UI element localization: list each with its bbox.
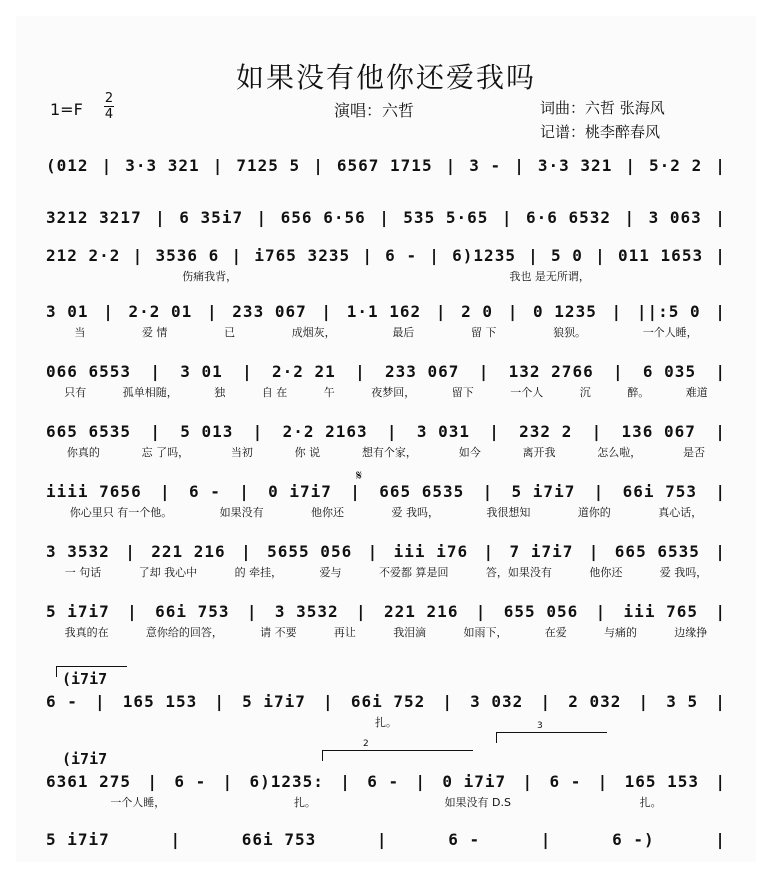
music-line xyxy=(46,362,726,381)
lyric-word: 爱 我吗， xyxy=(391,506,439,519)
barline: | xyxy=(588,542,600,561)
lyric-word: 爱 我吗， xyxy=(659,566,708,579)
lyric-word: 沉 xyxy=(579,386,591,399)
measure: 6567 1715 xyxy=(336,156,433,175)
barline: | xyxy=(528,246,539,265)
lyric-word: 答，如果没有 xyxy=(485,566,552,579)
barline: | xyxy=(715,422,726,441)
key-signature: 1=F xyxy=(50,100,83,119)
barline: | xyxy=(340,772,351,791)
measure: 6 - xyxy=(174,772,207,791)
music-line xyxy=(46,542,726,561)
lyric-word: 伤痛我背， xyxy=(182,270,238,283)
barline: | xyxy=(415,772,427,791)
measure: 6 035 xyxy=(642,362,697,381)
measure: 6 - xyxy=(188,482,221,501)
measure: 233 067 xyxy=(385,362,460,381)
lyric-word: 我很想知 xyxy=(486,506,531,519)
barline: | xyxy=(489,422,500,441)
barline: | xyxy=(246,602,258,621)
segno-mark: 𝄋 xyxy=(356,468,363,484)
lyric-word: 一个人 xyxy=(510,386,544,399)
lyric-word: 边缘挣 xyxy=(674,626,708,639)
lyric-line xyxy=(46,624,726,640)
measure: 6361 275 xyxy=(46,772,132,791)
barline: | xyxy=(595,602,607,621)
barline: | xyxy=(715,302,726,321)
transcriber-credit: 记谱：桃李醉春风 xyxy=(540,123,661,141)
measure: 6 - xyxy=(46,692,78,711)
measure: 136 067 xyxy=(621,422,696,441)
lyric-word: 请 不要 xyxy=(260,626,297,639)
measure: 132 2766 xyxy=(508,362,594,381)
barline: | xyxy=(612,362,624,381)
measure: 3·3 321 xyxy=(125,156,200,175)
barline: | xyxy=(239,482,250,501)
barline: | xyxy=(507,302,519,321)
lyric-word: 我也 是无所谓， xyxy=(509,270,590,283)
lyric-word: 独 xyxy=(214,386,226,399)
barline: | xyxy=(595,246,606,265)
lyric-word: 道你的 xyxy=(577,506,611,519)
music-line xyxy=(46,772,726,791)
barline: | xyxy=(222,772,234,791)
lyric-line xyxy=(46,794,726,810)
measure: 7125 5 xyxy=(236,156,301,175)
lyric-line xyxy=(46,564,726,580)
music-line xyxy=(46,156,726,175)
music-line xyxy=(46,208,726,227)
measure: 233 067 xyxy=(232,302,307,321)
lyric-word: 如果没有 D.S xyxy=(444,796,512,809)
barline: | xyxy=(252,422,264,441)
barline: | xyxy=(715,246,726,265)
measure: 0 i7i7 xyxy=(268,482,332,501)
lyric-word: 扎。 xyxy=(375,716,397,729)
measure: 66i 753 xyxy=(155,602,230,621)
lyric-word: 留 下 xyxy=(470,326,497,339)
barline: | xyxy=(212,156,224,175)
barline: | xyxy=(483,542,495,561)
lyric-word: 醉。 xyxy=(627,386,650,399)
lyric-word: 在爱 xyxy=(544,626,567,639)
measure: 66i 752 xyxy=(350,692,426,711)
lyric-word: 意你给的回答， xyxy=(145,626,223,639)
barline: | xyxy=(127,602,138,621)
measure: 6)1235 xyxy=(452,246,516,265)
barline: | xyxy=(155,208,166,227)
lyric-word: 一个人睡， xyxy=(642,326,698,339)
barline: | xyxy=(95,692,106,711)
barline: | xyxy=(591,422,603,441)
measure: iiii 7656 xyxy=(46,482,142,501)
lyric-word: 你心里只 有一个他。 xyxy=(69,506,173,519)
lyric-word: 夜梦回， xyxy=(371,386,416,399)
lyric-word: 与痛的 xyxy=(603,626,637,639)
barline: | xyxy=(103,302,114,321)
barline: | xyxy=(150,362,161,381)
measure: 221 216 xyxy=(151,542,226,561)
measure: 165 153 xyxy=(624,772,700,791)
lyric-word: 忘 了吗， xyxy=(141,446,190,459)
lyric-word: 我真的在 xyxy=(64,626,109,639)
music-line xyxy=(46,422,726,441)
measure: 665 6535 xyxy=(614,542,700,561)
measure: 232 2 xyxy=(519,422,573,441)
lyric-word: 扎。 xyxy=(293,796,316,809)
barline: | xyxy=(214,692,225,711)
barline: | xyxy=(323,692,334,711)
volta-bracket: 3 xyxy=(496,732,607,743)
measure: 3 031 xyxy=(416,422,470,441)
lyric-word: 当 xyxy=(74,326,86,339)
measure: 5 i7i7 xyxy=(46,602,110,621)
measure: 5 0 xyxy=(551,246,583,265)
barline: | xyxy=(475,602,487,621)
measure: 066 6553 xyxy=(46,362,132,381)
measure: 165 153 xyxy=(122,692,198,711)
barline: | xyxy=(625,156,636,175)
measure: 66i 753 xyxy=(622,482,698,501)
lyric-word: 成烟灰， xyxy=(291,326,336,339)
lyric-word: 如果没有 xyxy=(219,506,264,519)
lyric-word: 再让 xyxy=(333,626,356,639)
measure: 3·3 321 xyxy=(537,156,613,175)
song-title: 如果没有他你还爱我吗 xyxy=(235,61,536,94)
barline: | xyxy=(715,602,726,621)
barline: | xyxy=(313,156,324,175)
measure: 3 032 xyxy=(470,692,524,711)
barline: | xyxy=(715,482,726,501)
barline: | xyxy=(386,422,398,441)
lyric-word: 我泪滴 xyxy=(393,626,427,639)
barline: | xyxy=(715,830,726,849)
barline: | xyxy=(242,362,253,381)
barline: | xyxy=(350,482,361,501)
measure: 535 5·65 xyxy=(403,208,489,227)
measure: 3536 6 xyxy=(155,246,220,265)
barline: | xyxy=(715,692,726,711)
barline: | xyxy=(150,422,161,441)
volta-bracket xyxy=(56,666,127,677)
barline: | xyxy=(540,692,552,711)
ending-pickup: (i7i7 xyxy=(62,750,108,768)
barline: | xyxy=(362,246,373,265)
measure: 6)1235: xyxy=(249,772,324,791)
barline: | xyxy=(514,156,525,175)
measure: 3 063 xyxy=(648,208,702,227)
measure: 6 - xyxy=(448,830,481,849)
barline: | xyxy=(501,208,513,227)
barline: | xyxy=(445,156,457,175)
barline: | xyxy=(231,246,243,265)
barline: | xyxy=(715,208,726,227)
measure: ||:5 0 xyxy=(636,302,701,321)
barline: | xyxy=(101,156,113,175)
lyric-word: 已 xyxy=(224,326,236,339)
measure: 5 i7i7 xyxy=(511,482,576,501)
barline: | xyxy=(638,692,650,711)
barline: | xyxy=(356,602,367,621)
measure: 6 - xyxy=(385,246,418,265)
measure: 6 35i7 xyxy=(179,208,244,227)
measure: 665 6535 xyxy=(46,422,132,441)
measure: 221 216 xyxy=(384,602,459,621)
measure: 3 3532 xyxy=(46,542,110,561)
lyric-word: 你真的 xyxy=(66,446,100,459)
measure: 3 5 xyxy=(666,692,699,711)
barline: | xyxy=(715,542,726,561)
measure: 0 i7i7 xyxy=(442,772,507,791)
barline: | xyxy=(367,542,379,561)
measure: 655 056 xyxy=(503,602,579,621)
measure: 2 032 xyxy=(568,692,622,711)
measure: 5 i7i7 xyxy=(46,830,110,849)
lyric-word: 不爱都 算是回 xyxy=(378,566,449,579)
barline: | xyxy=(611,302,623,321)
volta-bracket: 2 xyxy=(322,750,473,761)
ending-pickup: (i7i7 xyxy=(62,670,108,688)
singer-credit: 演唱：六哲 xyxy=(334,101,415,120)
lyric-word: 最后 xyxy=(392,326,415,339)
barline: | xyxy=(147,772,159,791)
barline: | xyxy=(379,208,390,227)
barline: | xyxy=(715,772,726,791)
barline: | xyxy=(160,482,171,501)
barline: | xyxy=(624,208,636,227)
barline: | xyxy=(597,772,609,791)
measure: 3 - xyxy=(469,156,502,175)
barline: | xyxy=(241,542,252,561)
measure: 3 01 xyxy=(46,302,89,321)
lyric-word: 午 xyxy=(323,386,335,399)
measure: 6 -) xyxy=(612,830,655,849)
lyric-word: 只有 xyxy=(64,386,87,399)
lyric-word: 如今 xyxy=(458,446,481,459)
time-signature-top: 2 xyxy=(104,91,114,106)
credits xyxy=(540,96,665,144)
measure: 6 - xyxy=(549,772,582,791)
measure: 3 01 xyxy=(180,362,223,381)
lyric-word: 爱与 xyxy=(319,566,342,579)
lyric-word: 留下 xyxy=(451,386,474,399)
measure: 2·2 01 xyxy=(128,302,193,321)
music-line xyxy=(46,246,726,265)
lyric-line xyxy=(46,504,726,520)
measure: i765 3235 xyxy=(254,246,351,265)
lyric-word: 爱 情 xyxy=(141,326,168,339)
barline: | xyxy=(540,830,552,849)
barline: | xyxy=(132,246,144,265)
measure: 3 3532 xyxy=(274,602,339,621)
score-sheet xyxy=(16,16,756,862)
barline: | xyxy=(206,302,218,321)
composer-credit: 词曲：六哲 张海风 xyxy=(540,99,665,117)
measure: 5655 056 xyxy=(267,542,353,561)
measure: iii i76 xyxy=(393,542,469,561)
lyric-word: 如雨下， xyxy=(463,626,508,639)
lyric-word: 你 说 xyxy=(294,446,321,459)
lyric-line xyxy=(46,268,726,284)
lyric-line xyxy=(46,714,726,730)
lyric-word: 狼狈。 xyxy=(553,326,587,339)
barline: | xyxy=(435,302,447,321)
music-line xyxy=(46,482,726,501)
measure: 5·2 2 xyxy=(649,156,703,175)
barline: | xyxy=(715,156,726,175)
measure: 3212 3217 xyxy=(46,208,142,227)
lyric-word: 怎么啦， xyxy=(597,446,642,459)
lyric-word: 离开我 xyxy=(522,446,556,459)
lyric-word: 孤单相随， xyxy=(122,386,178,399)
measure: 656 6·56 xyxy=(280,208,366,227)
time-signature-bottom: 4 xyxy=(104,107,114,122)
measure: 66i 753 xyxy=(241,830,317,849)
lyric-word: 了却 我心中 xyxy=(138,566,198,579)
music-line xyxy=(46,830,726,849)
barline: | xyxy=(170,830,182,849)
measure: 7 i7i7 xyxy=(509,542,574,561)
lyric-word: 难道 xyxy=(685,386,708,399)
measure: (012 xyxy=(46,156,89,175)
lyric-word: 想有个家， xyxy=(361,446,417,459)
music-line xyxy=(46,602,726,621)
measure: 2·2 21 xyxy=(272,362,336,381)
lyric-word: 一 句话 xyxy=(64,566,102,579)
lyric-word: 自 在 xyxy=(261,386,288,399)
barline: | xyxy=(125,542,136,561)
lyric-line xyxy=(46,384,726,400)
lyric-word: 真心话， xyxy=(658,506,703,519)
barline: | xyxy=(321,302,333,321)
measure: 0 1235 xyxy=(533,302,597,321)
music-line xyxy=(46,692,726,711)
lyric-word: 当初 xyxy=(230,446,253,459)
measure: 212 2·2 xyxy=(46,246,121,265)
music-line xyxy=(46,302,726,321)
measure: 6 - xyxy=(367,772,400,791)
lyric-word: 是否 xyxy=(683,446,705,459)
measure: 2 0 xyxy=(461,302,494,321)
lyric-line xyxy=(46,324,726,340)
measure: 1·1 162 xyxy=(346,302,422,321)
barline: | xyxy=(256,208,268,227)
lyric-word: 的 牵挂， xyxy=(234,566,283,579)
measure: iii 765 xyxy=(623,602,698,621)
measure: 5 i7i7 xyxy=(242,692,306,711)
measure: 6·6 6532 xyxy=(525,208,611,227)
barline: | xyxy=(715,362,726,381)
measure: 011 1653 xyxy=(618,246,704,265)
lyric-word: 一个人睡， xyxy=(110,796,166,809)
barline: | xyxy=(355,362,366,381)
measure: 2·2 2163 xyxy=(282,422,368,441)
measure: 665 6535 xyxy=(379,482,465,501)
barline: | xyxy=(593,482,605,501)
lyric-word: 他你还 xyxy=(589,566,623,579)
barline: | xyxy=(482,482,494,501)
barline: | xyxy=(442,692,454,711)
measure: 5 013 xyxy=(180,422,234,441)
time-signature xyxy=(104,92,114,121)
barline: | xyxy=(478,362,490,381)
barline: | xyxy=(429,246,440,265)
lyric-word: 扎。 xyxy=(639,796,662,809)
barline: | xyxy=(522,772,534,791)
barline: | xyxy=(376,830,388,849)
lyric-word: 他你还 xyxy=(311,506,345,519)
lyric-line xyxy=(46,444,726,460)
